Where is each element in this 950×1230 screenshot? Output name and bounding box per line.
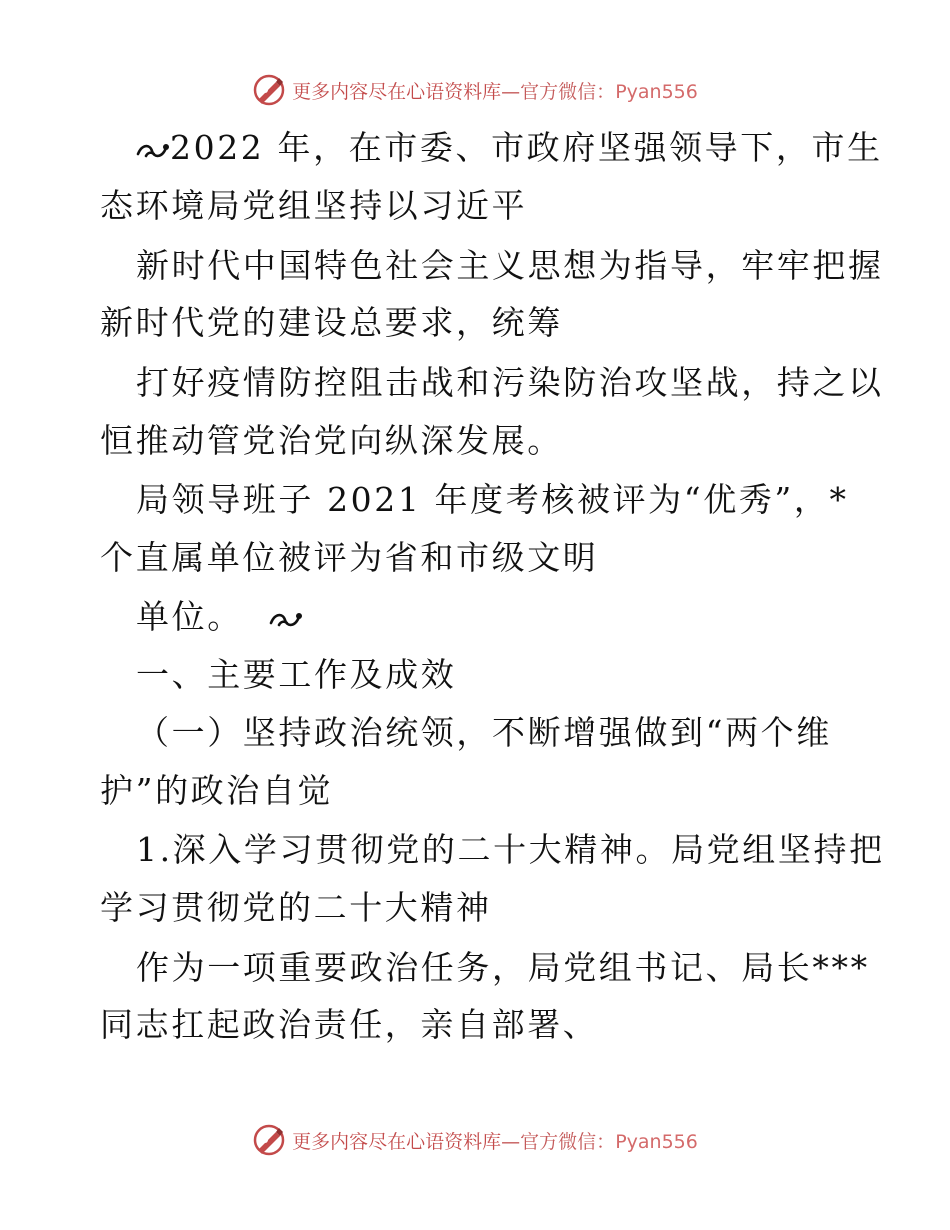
doc-line-14: 学习贯彻党的二十大精神 <box>100 888 492 927</box>
pen-circle-logo-icon <box>252 1123 286 1157</box>
watermark-contact: 官方微信： <box>520 80 616 103</box>
watermark-brand: 更多内容尽在心语资料库 <box>292 80 502 103</box>
watermark-brand: 更多内容尽在心语资料库 <box>292 1130 502 1153</box>
watermark-contact-id: Pyan556 <box>615 1130 698 1153</box>
doc-line-5: 打好疫情防控阻击战和污染防治攻坚战，持之以 <box>136 363 884 402</box>
doc-line-15: 作为一项重要政治任务，局党组书记、局长*** <box>136 948 870 987</box>
watermark-dash: — <box>501 1130 521 1153</box>
swirl-ornament-icon <box>269 607 303 631</box>
watermark-text <box>292 1127 698 1154</box>
doc-line-1: 2022 年，在市委、市政府坚强领导下，市生 <box>136 128 883 168</box>
doc-line-4: 新时代党的建设总要求，统筹 <box>100 303 563 342</box>
doc-line-16: 同志扛起政治责任，亲自部署、 <box>100 1005 599 1044</box>
header-watermark <box>0 70 950 110</box>
subsection-heading-line-1: （一）坚持政治统领，不断增强做到“两个维 <box>136 713 832 752</box>
subsection-heading-line-2: 护”的政治自觉 <box>100 771 334 810</box>
watermark-contact: 官方微信： <box>520 1130 616 1153</box>
doc-line-3: 新时代中国特色社会主义思想为指导，牢牢把握 <box>136 246 884 285</box>
watermark-contact-id: Pyan556 <box>615 80 698 103</box>
pen-circle-logo-icon <box>252 73 286 107</box>
watermark-text <box>292 77 698 104</box>
doc-line-9: 单位。 <box>136 597 303 637</box>
doc-line-13: 1.深入学习贯彻党的二十大精神。局党组坚持把 <box>136 830 885 869</box>
doc-line-2: 态环境局党组坚持以习近平 <box>100 186 528 225</box>
watermark-dash: — <box>501 80 521 103</box>
section-heading: 一、主要工作及成效 <box>136 655 457 694</box>
footer-watermark <box>0 1120 950 1160</box>
doc-line-8: 个直属单位被评为省和市级文明 <box>100 538 599 577</box>
swirl-ornament-icon <box>136 138 170 162</box>
doc-line-7: 局领导班子 2021 年度考核被评为“优秀”，* <box>136 480 849 519</box>
doc-line-6: 恒推动管党治党向纵深发展。 <box>100 421 563 460</box>
